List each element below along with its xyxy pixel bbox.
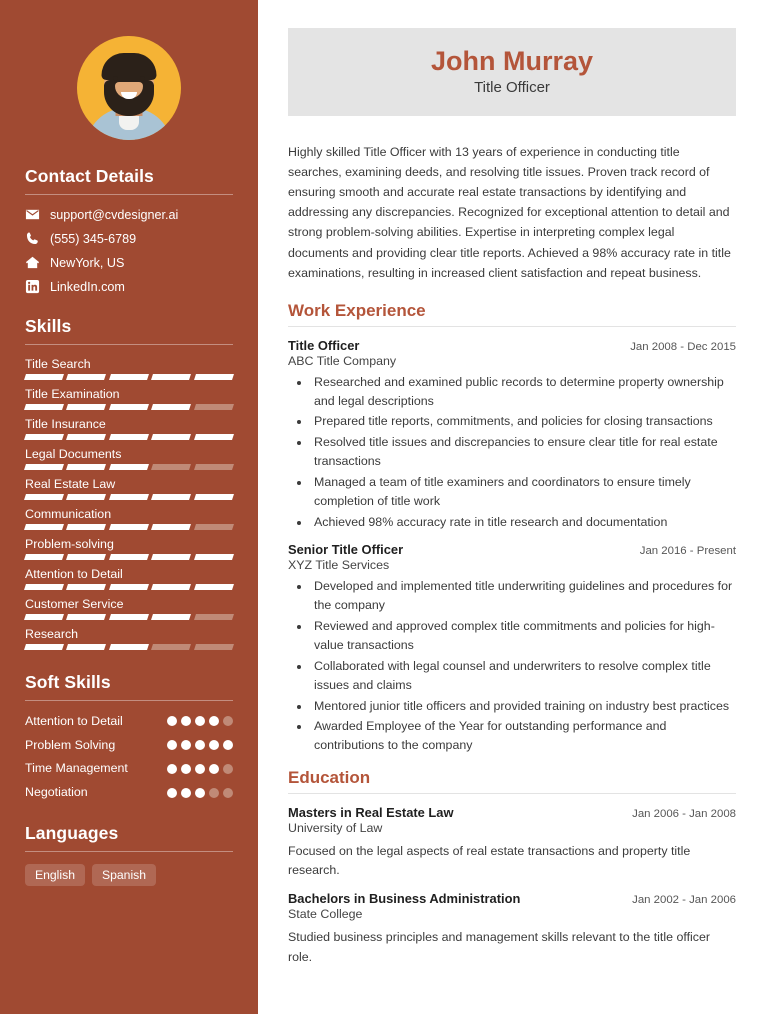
work-experience-divider (288, 326, 736, 327)
soft-skills-heading: Soft Skills (25, 672, 111, 692)
skill-bar-segment (109, 524, 149, 530)
rating-dot (223, 716, 233, 726)
rating-dot (209, 740, 219, 750)
skill-bar-segment (151, 404, 191, 410)
skill-bar-segment (151, 464, 191, 470)
skill-bar-segment (109, 404, 149, 410)
skill-label: Title Search (25, 357, 91, 371)
education-entry-description: Focused on the legal aspects of real estate transactions and property title research. (288, 844, 691, 878)
work-entry-company: XYZ Title Services (288, 558, 390, 573)
soft-skill-rating (167, 716, 233, 726)
list-item: • Awarded Employee of the Year for outstanding performance and contributions to the company (311, 717, 736, 755)
skill-bar-segment (151, 494, 191, 500)
rating-dot (181, 716, 191, 726)
list-item: • Achieved 98% accuracy rate in title research and documentation (311, 513, 736, 532)
list-item: • Reviewed and approved complex title commitments and policies for high-value transactions (311, 617, 736, 655)
list-item: • Collaborated with legal counsel and underwriters to resolve complex title issues and claims (311, 657, 736, 695)
skill-label: Communication (25, 507, 112, 521)
education-section (288, 768, 736, 967)
soft-skill-rating (167, 764, 233, 774)
languages-section (25, 823, 233, 886)
list-item: • Managed a team of title examiners and coordinators to ensure timely completion of title work (311, 473, 736, 511)
skill-bar-segment (66, 494, 106, 500)
skill-bar-segment (66, 374, 106, 380)
work-entry-bullets (288, 373, 736, 532)
skills-divider (25, 344, 233, 345)
skill-item (25, 537, 233, 560)
avatar-hair (102, 53, 157, 80)
contact-details-heading: Contact Details (25, 166, 154, 186)
work-experience-heading: Work Experience (288, 300, 426, 320)
education-heading: Education (288, 768, 371, 788)
soft-skill-label: Attention to Detail (25, 714, 123, 728)
education-entry-header (288, 805, 736, 820)
rating-dot (195, 764, 205, 774)
contact-item-phone[interactable] (25, 231, 233, 246)
skill-bar-segment (24, 554, 64, 560)
skill-item (25, 567, 233, 590)
skill-label: Research (25, 627, 79, 641)
skill-bar-segment (109, 554, 149, 560)
skill-item (25, 627, 233, 650)
skill-bar-segment (151, 554, 191, 560)
work-entry-header (288, 338, 736, 353)
skill-bar-segment (151, 644, 191, 650)
rating-dot (167, 764, 177, 774)
skill-level-bar (25, 434, 233, 440)
skill-bar-segment (151, 524, 191, 530)
skill-label: Title Examination (25, 387, 120, 401)
skill-bar-segment (194, 404, 234, 410)
main-content (258, 0, 768, 1014)
skill-bar-segment (194, 374, 234, 380)
skill-bar-segment (24, 374, 64, 380)
languages-divider (25, 851, 233, 852)
rating-dot (195, 716, 205, 726)
education-entry-degree: Bachelors in Business Administration (288, 891, 521, 907)
skill-label: Attention to Detail (25, 567, 123, 581)
contact-details-section (25, 166, 233, 294)
skill-label: Title Insurance (25, 417, 106, 431)
skill-bar-segment (194, 584, 234, 590)
work-entry-header (288, 542, 736, 557)
skill-bar-segment (194, 524, 234, 530)
soft-skills-section (25, 672, 233, 801)
skill-bar-segment (109, 464, 149, 470)
work-entry-title: Title Officer (288, 337, 360, 353)
soft-skill-rating (167, 740, 233, 750)
skill-level-bar (25, 524, 233, 530)
skill-item (25, 387, 233, 410)
skill-bar-segment (194, 464, 234, 470)
skill-bar-segment (109, 374, 149, 380)
education-entry-degree: Masters in Real Estate Law (288, 805, 454, 821)
work-entry-date: Jan 2008 - Dec 2015 (630, 340, 736, 353)
rating-dot (209, 764, 219, 774)
work-entry-date: Jan 2016 - Present (639, 545, 736, 558)
work-entry-company: ABC Title Company (288, 353, 397, 368)
soft-skill-label: Negotiation (25, 785, 88, 800)
sidebar (0, 0, 258, 1014)
soft-skills-divider (25, 700, 233, 701)
avatar-eye-left (113, 76, 118, 81)
rating-dot (223, 740, 233, 750)
education-entry-school: State College (288, 907, 363, 922)
work-entry-bullets (288, 577, 736, 755)
skill-level-bar (25, 614, 233, 620)
skill-item (25, 447, 233, 470)
work-entry-title: Senior Title Officer (288, 542, 404, 558)
education-entry-header (288, 891, 736, 906)
skill-item (25, 357, 233, 380)
skill-item (25, 507, 233, 530)
list-item: • Resolved title issues and discrepancies to ensure clear title for real estate transactions (311, 433, 736, 471)
education-list (288, 805, 736, 967)
contact-list (25, 207, 233, 294)
rating-dot (195, 740, 205, 750)
work-experience-list (288, 338, 736, 755)
skill-item (25, 417, 233, 440)
skill-bar-segment (66, 584, 106, 590)
rating-dot (209, 788, 219, 798)
soft-skill-item (25, 713, 233, 730)
skill-label: Real Estate Law (25, 477, 116, 491)
soft-skill-rating (167, 788, 233, 798)
skill-bar-segment (66, 644, 106, 650)
education-entry (288, 891, 736, 966)
contact-item-location[interactable] (25, 255, 233, 270)
work-entry (288, 338, 736, 532)
soft-skill-item (25, 784, 233, 801)
skill-bar-segment (24, 524, 64, 530)
skill-bar-segment (66, 434, 106, 440)
contact-item-linkedin[interactable] (25, 279, 233, 294)
rating-dot (223, 764, 233, 774)
contact-email-value: support@cvdesigner.ai (50, 207, 179, 222)
rating-dot (167, 788, 177, 798)
skill-level-bar (25, 554, 233, 560)
phone-icon (25, 231, 40, 246)
avatar-eye-right (140, 76, 145, 81)
skill-bar-segment (194, 494, 234, 500)
soft-skills-list (25, 713, 233, 801)
work-experience-section (288, 301, 736, 755)
skill-bar-segment (151, 374, 191, 380)
contact-details-divider (25, 194, 233, 195)
skill-item (25, 597, 233, 620)
skill-label: Legal Documents (25, 447, 122, 461)
page-title: John Murray (430, 46, 594, 76)
skill-bar-segment (66, 404, 106, 410)
contact-location-value: NewYork, US (50, 255, 125, 270)
skill-bar-segment (24, 614, 64, 620)
skill-bar-segment (151, 614, 191, 620)
contact-item-email[interactable] (25, 207, 233, 222)
skills-list (25, 357, 233, 650)
skill-bar-segment (24, 644, 64, 650)
skill-bar-segment (151, 584, 191, 590)
education-entry-description: Studied business principles and management skills relevant to the title officer role. (288, 930, 710, 964)
rating-dot (209, 716, 219, 726)
list-item: • Mentored junior title officers and provided training on industry best practices (311, 697, 736, 716)
skill-bar-segment (194, 644, 234, 650)
skill-label: Customer Service (25, 597, 124, 611)
contact-linkedin-value: LinkedIn.com (50, 279, 125, 294)
skill-level-bar (25, 494, 233, 500)
list-item: • Researched and examined public records to determine property ownership and legal descriptions (311, 373, 736, 411)
rating-dot (167, 740, 177, 750)
skill-bar-segment (194, 554, 234, 560)
job-title: Title Officer (474, 79, 550, 97)
rating-dot (181, 740, 191, 750)
home-icon (25, 255, 40, 270)
skill-bar-segment (24, 404, 64, 410)
envelope-icon (25, 207, 40, 222)
linkedin-icon (25, 279, 40, 294)
avatar-container (25, 0, 233, 166)
skill-bar-segment (194, 614, 234, 620)
avatar (77, 36, 181, 140)
skill-bar-segment (194, 434, 234, 440)
list-item: • Developed and implemented title underwriting guidelines and procedures for the company (311, 577, 736, 615)
soft-skill-label: Problem Solving (25, 737, 116, 752)
language-tag: Spanish (92, 864, 156, 886)
rating-dot (195, 788, 205, 798)
rating-dot (181, 764, 191, 774)
skill-bar-segment (66, 554, 106, 560)
skill-level-bar (25, 404, 233, 410)
soft-skill-item (25, 760, 233, 777)
skill-label: Problem-solving (25, 537, 114, 551)
language-tag: English (25, 864, 85, 886)
education-entry-date: Jan 2006 - Jan 2008 (632, 808, 736, 821)
rating-dot (223, 788, 233, 798)
contact-phone-value: (555) 345-6789 (50, 231, 137, 246)
education-entry (288, 805, 736, 880)
skill-bar-segment (66, 614, 106, 620)
skill-bar-segment (24, 464, 64, 470)
soft-skill-item (25, 737, 233, 754)
professional-summary: Highly skilled Title Officer with 13 years of experience in conducting title searches, examining deeds, and resolving title issues. Proven track record of ensuring smooth and accurate real estate transactions by identifying and addressing any discrepancies. Recognized for exceptional attention to detail and strong problem-solving abilities. Expertise in interpreting complex legal documents and providing clear title reports. Achieved a 98% accuracy rate in title examinations, resulting in increased client satisfaction and repeat business. (288, 145, 731, 280)
skill-bar-segment (24, 584, 64, 590)
rating-dot (167, 716, 177, 726)
rating-dot (181, 788, 191, 798)
skill-bar-segment (66, 464, 106, 470)
skills-heading: Skills (25, 316, 72, 336)
education-entry-date: Jan 2002 - Jan 2006 (632, 894, 736, 907)
skill-level-bar (25, 584, 233, 590)
skills-section (25, 316, 233, 650)
education-divider (288, 793, 736, 794)
soft-skill-label: Time Management (25, 761, 128, 776)
education-entry-school: University of Law (288, 821, 383, 836)
skill-bar-segment (109, 614, 149, 620)
skill-bar-segment (24, 494, 64, 500)
skill-bar-segment (151, 434, 191, 440)
skill-bar-segment (109, 644, 149, 650)
skill-level-bar (25, 374, 233, 380)
languages-list (25, 864, 233, 886)
skill-level-bar (25, 464, 233, 470)
skill-level-bar (25, 644, 233, 650)
languages-heading: Languages (25, 822, 119, 843)
skill-bar-segment (24, 434, 64, 440)
skill-item (25, 477, 233, 500)
name-card (288, 28, 736, 116)
skill-bar-segment (66, 524, 106, 530)
skill-bar-segment (109, 494, 149, 500)
work-entry (288, 542, 736, 755)
list-item: • Prepared title reports, commitments, and policies for closing transactions (311, 412, 736, 431)
skill-bar-segment (109, 584, 149, 590)
skill-bar-segment (109, 434, 149, 440)
